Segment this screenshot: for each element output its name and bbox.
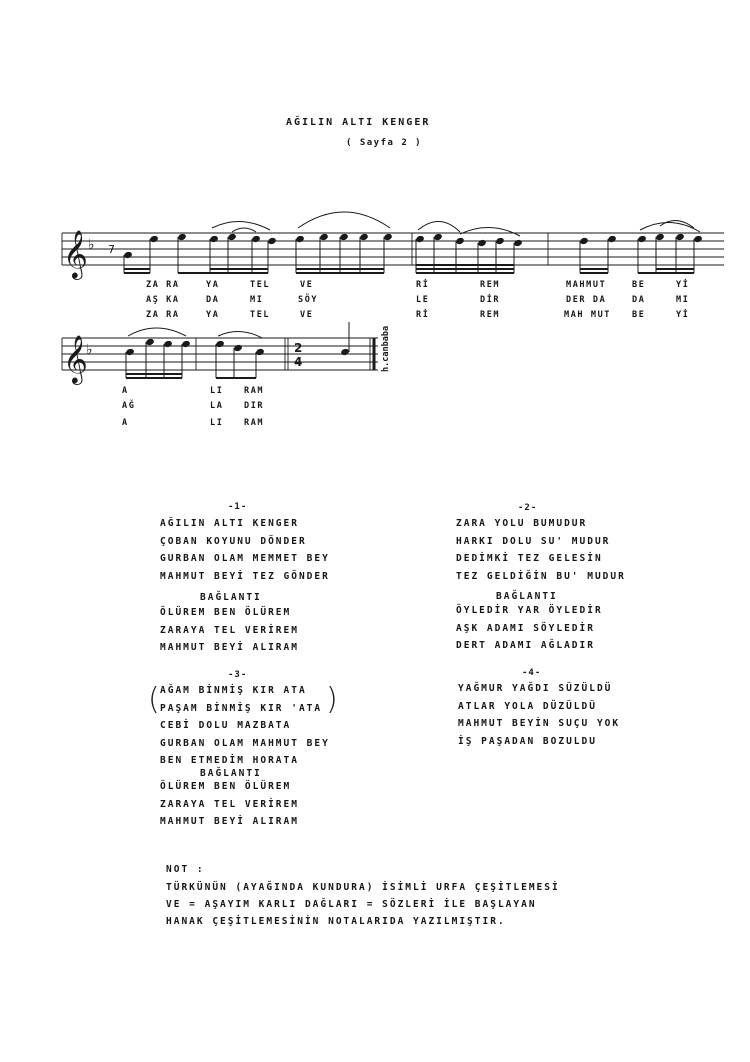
page-title: AĞILIN ALTI KENGER xyxy=(286,117,431,128)
verse-line: GURBAN OLAM MAHMUT BEY xyxy=(160,737,330,749)
verse-line: CEBİ DOLU MAZBATA xyxy=(160,720,292,731)
verse-line: İŞ PAŞADAN BOZULDU xyxy=(458,735,597,747)
verse-1-refrain-label: BAĞLANTI xyxy=(200,592,262,603)
treble-clef-row1 xyxy=(63,229,88,280)
lyric: A xyxy=(122,418,129,428)
lyric: YA xyxy=(206,310,220,320)
time-signature-bottom: 4 xyxy=(294,355,303,369)
verse-line: AĞILIN ALTI KENGER xyxy=(160,518,299,529)
verse-2 xyxy=(456,515,626,585)
verse-line: MAHMUT BEYİ ALIRAM xyxy=(160,816,299,827)
lyric: REM xyxy=(480,280,501,290)
rest-sign: 7 xyxy=(108,243,115,256)
lyric: LI xyxy=(210,418,224,428)
verse-line: GURBAN OLAM MEMMET BEY xyxy=(160,553,330,564)
verse-3-number: -3- xyxy=(228,670,248,680)
page-subtitle: ( Sayfa 2 ) xyxy=(346,138,423,148)
lyric: LI xyxy=(210,386,224,396)
lyric: RAM xyxy=(244,386,265,396)
lyric: VE xyxy=(300,310,314,320)
verse-line: ATLAR YOLA DÜZÜLDÜ xyxy=(458,700,597,712)
lyric: ZA RA xyxy=(146,280,180,290)
verse-1-refrain xyxy=(160,604,299,657)
lyric: MAHMUT xyxy=(566,280,607,290)
lyric: AĞ xyxy=(122,401,136,411)
lyric: Yİ xyxy=(676,280,690,290)
verse-line: ÖYLEDİR YAR ÖYLEDİR xyxy=(456,605,603,616)
verse-line: DEDİMKİ TEZ GELESİN xyxy=(456,553,603,564)
note-text xyxy=(166,879,560,930)
lyric: BE xyxy=(632,280,646,290)
verse-line: ÇOBAN KOYUNU DÖNDER xyxy=(160,535,307,547)
verse-4 xyxy=(458,680,620,750)
lyric: Yİ xyxy=(676,310,690,320)
lyric: VE xyxy=(300,280,314,290)
flat-sign-row2: ♭ xyxy=(86,342,93,358)
verse-line: ZARAYA TEL VERİREM xyxy=(160,624,299,636)
note-line: TÜRKÜNÜN (AYAĞINDA KUNDURA) İSİMLİ URFA ÇEŞİTLEMESİ xyxy=(166,882,560,893)
verse-3 xyxy=(160,682,330,770)
verse-3-refrain-label: BAĞLANTI xyxy=(200,768,262,779)
lyric: BE xyxy=(632,310,646,320)
verse-line: ÖLÜREM BEN ÖLÜREM xyxy=(160,607,292,618)
slurs-row1 xyxy=(212,212,700,236)
verse-4-number: -4- xyxy=(522,668,542,678)
verse-2-refrain xyxy=(456,602,603,655)
lyric: RAM xyxy=(244,418,265,428)
verse-line: TEZ GELDİĞİN BU' MUDUR xyxy=(456,570,626,582)
verse-line: MAHMUT BEYİN SUÇU YOK xyxy=(458,718,621,729)
lyric: MAH MUT xyxy=(564,310,612,320)
verse-line: AĞAM BİNMİŞ KIR ATA xyxy=(160,685,307,696)
composer-signature: h.canbaba xyxy=(381,325,391,372)
bracket-open-icon: ( xyxy=(148,682,160,717)
lyric: DİR xyxy=(480,295,501,305)
note-label: NOT : xyxy=(166,864,205,875)
verse-line: ZARAYA TEL VERİREM xyxy=(160,798,299,810)
lyric: A xyxy=(122,386,129,396)
lyric: DA xyxy=(632,295,646,305)
note-line: VE = AŞAYIM KARLI DAĞLARI = SÖZLERİ İLE BAŞLAYAN xyxy=(166,899,537,910)
verse-line: MAHMUT BEYİ ALIRAM xyxy=(160,642,299,653)
lyric: SÖY xyxy=(298,295,319,305)
lyric: ZA RA xyxy=(146,310,180,320)
treble-clef-row2: 𝄞 xyxy=(63,334,88,383)
verse-1-number: -1- xyxy=(228,502,248,512)
lyric: MI xyxy=(676,295,690,305)
verse-line: MAHMUT BEYİ TEZ GÖNDER xyxy=(160,570,330,582)
verse-line: DERT ADAMI AĞLADIR xyxy=(456,640,595,651)
note-line: HANAK ÇEŞİTLEMESİNİN NOTALARIDA YAZILMIŞTIR. xyxy=(166,916,506,927)
verse-1 xyxy=(160,515,330,585)
lyric: TEL xyxy=(250,280,271,290)
verse-2-refrain-label: BAĞLANTI xyxy=(496,591,558,602)
lyric: DIR xyxy=(244,401,265,411)
lyric: REM xyxy=(480,310,501,320)
lyric: TEL xyxy=(250,310,271,320)
flat-sign: ♭ xyxy=(88,237,95,253)
staff-lines-row1 xyxy=(62,233,724,265)
lyric: Rİ xyxy=(416,280,430,290)
verse-line: ZARA YOLU BUMUDUR xyxy=(456,518,588,529)
notes-row2 xyxy=(125,338,350,356)
verse-3-refrain xyxy=(160,778,299,831)
time-signature-top: 2 xyxy=(294,341,303,355)
verse-line: ÖLÜREM BEN ÖLÜREM xyxy=(160,781,292,792)
stems-row1 xyxy=(124,237,694,273)
lyric: AŞ KA xyxy=(146,295,180,305)
slurs-row2 xyxy=(128,328,262,338)
lyric: MI xyxy=(250,295,264,305)
lyric: LE xyxy=(416,295,430,305)
lyric: DER DA xyxy=(566,295,607,305)
bracket-close-icon: ) xyxy=(326,682,338,717)
verse-line: AŞK ADAMI SÖYLEDİR xyxy=(456,622,595,634)
verse-line: YAĞMUR YAĞDI SÜZÜLDÜ xyxy=(458,683,613,694)
verse-line: PAŞAM BİNMİŞ KIR 'ATA xyxy=(160,702,323,714)
lyric: Rİ xyxy=(416,310,430,320)
lyric: LA xyxy=(210,401,224,411)
verse-2-number: -2- xyxy=(518,503,538,513)
verse-line: HARKI DOLU SU' MUDUR xyxy=(456,535,611,547)
svg-text:𝄞: 𝄞 xyxy=(63,229,88,278)
lyric: DA xyxy=(206,295,220,305)
verse-line: BEN ETMEDİM HORATA xyxy=(160,755,299,766)
lyric: YA xyxy=(206,280,220,290)
